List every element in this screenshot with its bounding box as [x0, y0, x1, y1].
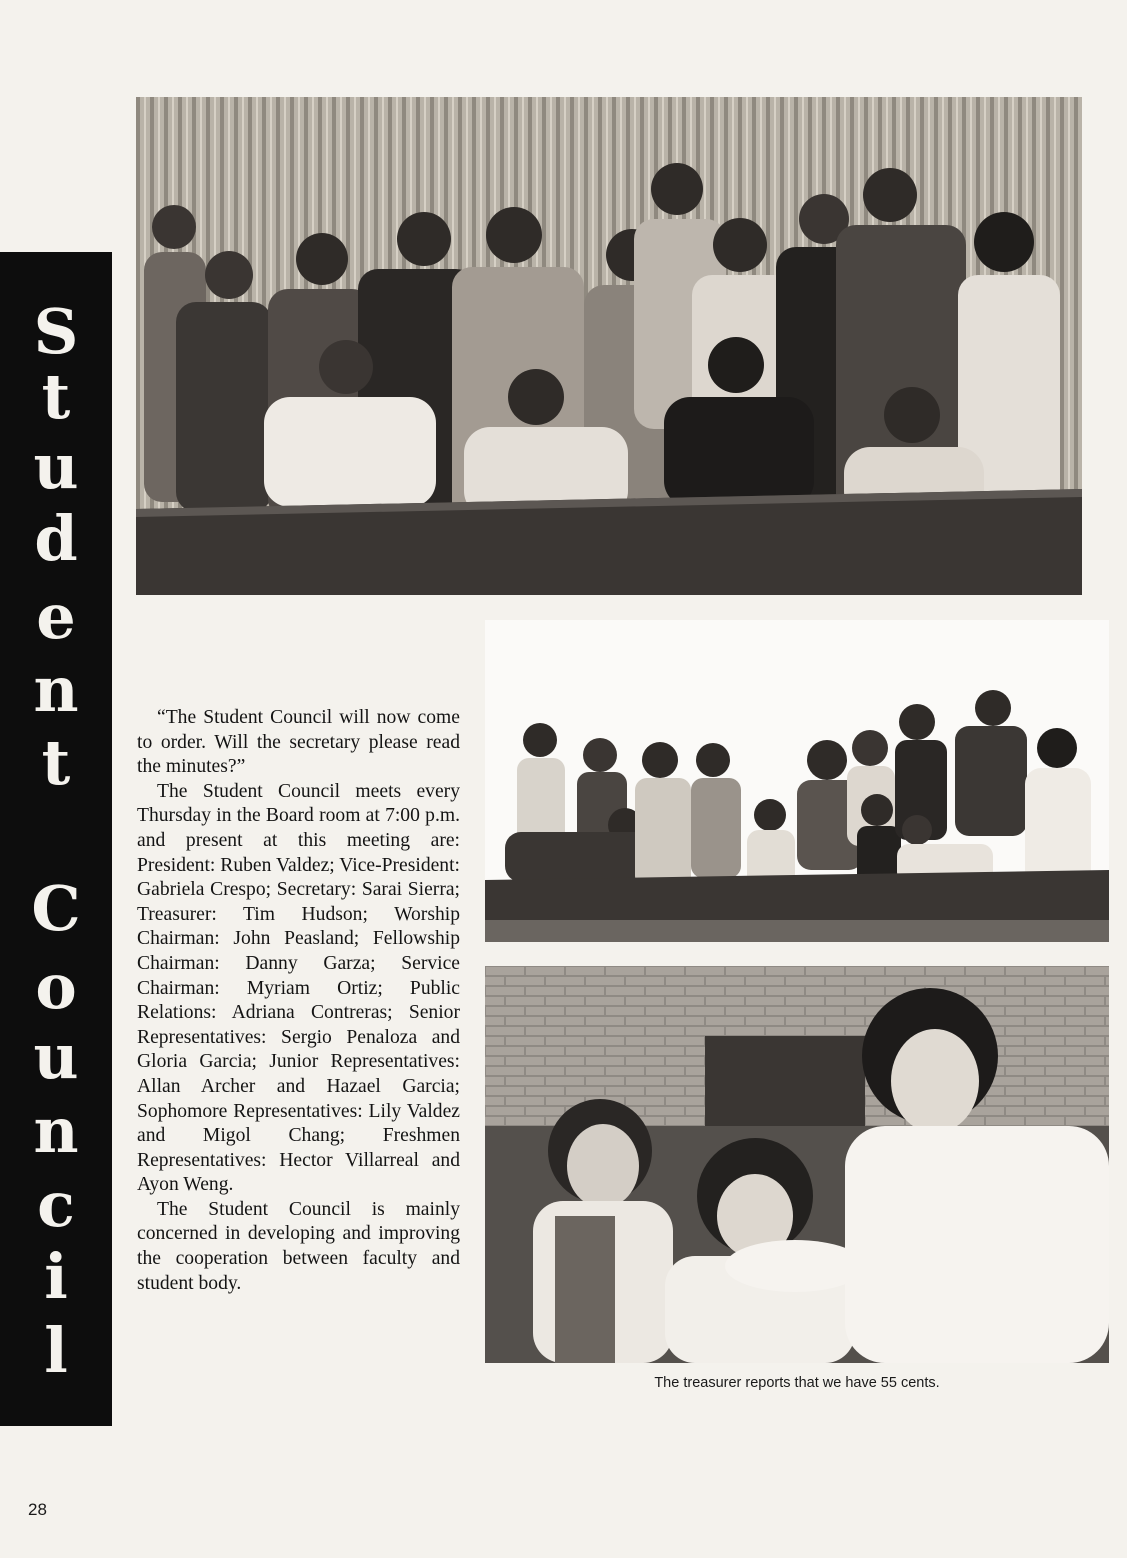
title-letter: i [44, 1240, 68, 1313]
title-letter: c [37, 1168, 75, 1241]
title-letter: l [44, 1314, 68, 1387]
treasurer-photo [485, 966, 1109, 1363]
fun-group-photo [485, 620, 1109, 942]
title-letter: n [33, 1094, 79, 1167]
title-letter: t [41, 360, 71, 433]
photo-caption: The treasurer reports that we have 55 cents. [654, 1375, 940, 1391]
title-letter: n [33, 653, 79, 726]
article-paragraph: The Student Council meets every Thursday in the Board room at 7:00 p.m. and present at this meeting are: President: Ruben Valdez; Vice-President: Gabriela Crespo; Secretary: Sarai Sierra; Treasurer: Tim Hudson; Worship Chairman: John Peasland; Fellowship Chairman: Danny Garza; Service Chairman: Myriam Ortiz; Public Relations: Adriana Contreras; Senior Representatives: Sergio Penaloza and Gloria Garcia; Junior Representatives: Allan Archer and Hazael Garcia; Sophomore Representatives: Lily Valdez and Migol Chang; Freshmen Representatives: Hector Villarreal and Ayon Weng. [137, 780, 460, 1196]
title-letter: S [33, 295, 79, 368]
title-letter: u [33, 430, 79, 503]
article-paragraph: “The Student Council will now come to order. Will the secretary please read the minutes?” [137, 707, 460, 778]
title-letter: u [33, 1020, 79, 1093]
group-photo [136, 97, 1082, 595]
title-letter: C [31, 872, 81, 945]
title-bar [0, 252, 112, 1426]
title-letter: t [41, 726, 71, 799]
treasurer-photo-image [485, 966, 1109, 1363]
title-letter: d [34, 502, 78, 575]
article-body [137, 706, 460, 1296]
article-paragraph: The Student Council is mainly concerned in developing and improving the cooperation between faculty and student body. [137, 1198, 460, 1294]
fun-group-photo-image [485, 620, 1109, 942]
group-photo-image [136, 97, 1082, 595]
title-letter: e [36, 580, 76, 653]
page-number: 28 [28, 1500, 47, 1519]
title-letter: o [35, 950, 77, 1023]
